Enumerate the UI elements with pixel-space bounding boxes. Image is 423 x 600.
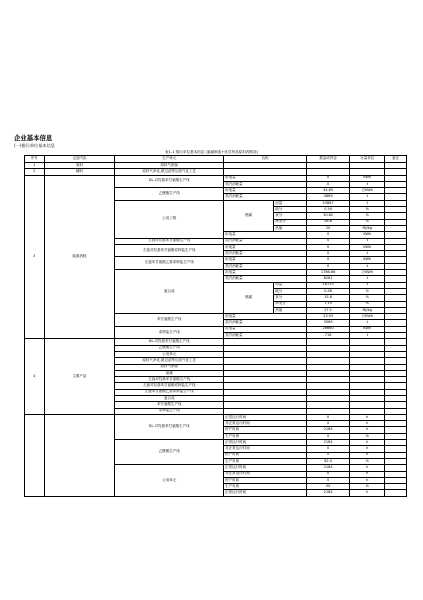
record-content-cell: 主要产品 [44, 339, 115, 415]
production-unit-cell: 左旋对羟基苯甘氨酸邓钾盐生产线 [115, 244, 224, 257]
unit-cell: MJ/kg [350, 307, 385, 313]
value-cell: 2184 [306, 427, 350, 433]
unit-cell: % [350, 433, 385, 439]
value-cell: 1786.66 [306, 270, 350, 276]
name-cell: 生产负荷 [224, 484, 307, 490]
production-unit-cell: 左旋对羟基苯甘氨酸生产线 [115, 377, 224, 383]
production-unit-cell: 邓钾盐生产线 [115, 408, 224, 414]
record-content-cell: 辅料 [44, 169, 115, 175]
production-unit-cell: 原料气净化,微过滤等压改气化工艺 [115, 169, 224, 175]
value-cell: 0 [306, 232, 350, 238]
production-unit-cell: 乙醛酸生产线 [115, 188, 224, 201]
production-unit-cell: 原料气制备 [115, 163, 224, 169]
column-header: 序号 [25, 156, 45, 163]
sub-name-cell: 热值 [274, 307, 307, 313]
unit-cell: h [350, 465, 385, 471]
production-unit-cell: DL-对羟基苯甘氨酸生产线 [115, 414, 224, 439]
value-cell: 0 [306, 238, 350, 244]
value-cell: 0 [306, 471, 350, 477]
name-cell: 用电量 [224, 244, 307, 250]
value-cell: 44.85 [306, 188, 350, 194]
unit-cell: KWh [350, 326, 385, 332]
value-cell: 716 [306, 333, 350, 339]
value-cell: 2184 [306, 490, 350, 496]
sub-name-cell: 用量 [274, 282, 307, 288]
production-unit-cell: 左旋对羟基苯甘氨酸邓钾盐生产线 [115, 383, 224, 389]
value-cell: 0 [306, 244, 350, 250]
value-cell: 0 [306, 433, 350, 439]
sub-name-cell: 挥发分 [274, 301, 307, 307]
unit-cell: 万KWh [350, 188, 385, 194]
remark-cell [385, 490, 407, 496]
value-cell: 62.4 [306, 458, 350, 464]
name-cell: 蒸汽消耗量 [224, 194, 307, 200]
sub-name-cell: 挥发分 [274, 219, 307, 225]
name-cell: 蒸汽消耗量 [224, 181, 307, 187]
unit-cell: t [350, 200, 385, 206]
name-cell: 用电量 [224, 175, 307, 181]
value-cell: 2184 [306, 440, 350, 446]
name-cell: 非正常运行时间 [224, 446, 307, 452]
value-cell: 7.19 [306, 301, 350, 307]
unit-cell: KWh [350, 232, 385, 238]
name-cell: 正常运行时间 [224, 440, 307, 446]
unit-cell: MJ/kg [350, 225, 385, 231]
unit-cell: h [350, 452, 385, 458]
column-header: 生产单元 [115, 156, 224, 163]
sub-name-cell: 灰分 [274, 213, 307, 219]
sub-name-cell: 灰分 [274, 295, 307, 301]
value-cell: 0 [306, 175, 350, 181]
production-unit-cell: 氯合成 [115, 395, 224, 401]
page-title: 企业基本信息 [14, 134, 53, 142]
name-cell: 生产负荷 [224, 458, 307, 464]
unit-cell: h [350, 446, 385, 452]
unit-cell: t [350, 238, 385, 244]
unit-cell: h [350, 427, 385, 433]
unit-cell: h [350, 471, 385, 477]
unit-cell: 万KWh [350, 270, 385, 276]
seq-cell [25, 414, 45, 496]
unit-cell: t [350, 276, 385, 282]
production-unit-cell: 原料气制备 [115, 364, 224, 370]
value-cell: 0.46 [306, 288, 350, 294]
value-cell: 50 [306, 484, 350, 490]
production-unit-cell: DL-对羟基苯甘氨酸生产线 [115, 339, 224, 345]
name-cell: 蒸汽消耗量 [224, 263, 307, 269]
name-cell: 正常运行时间 [224, 414, 307, 420]
name-cell: 用电量 [224, 326, 307, 332]
production-unit-cell: 公用工程 [115, 200, 224, 238]
production-unit-cell: 公用单元 [115, 351, 224, 357]
column-header: 备注 [385, 156, 407, 163]
unit-cell: % [350, 288, 385, 294]
value-cell: 53867 [306, 200, 350, 206]
value-cell: 0 [306, 263, 350, 269]
name-cell: 用电量 [224, 257, 307, 263]
value-cell: 0 [306, 446, 350, 452]
name-cell: 蒸汽消耗量 [224, 276, 307, 282]
unit-cell: % [350, 295, 385, 301]
production-unit-cell: 左旋苯甘氨酸乙基邓钾盐生产线 [115, 257, 224, 270]
sub-name-cell: 用量 [274, 200, 307, 206]
production-unit-cell: DL-对羟基苯甘氨酸生产线 [115, 175, 224, 188]
production-unit-cell: 苯甘氨酸生产线 [115, 402, 224, 408]
production-unit-cell: 邓钾盐生产线 [115, 326, 224, 339]
seq-cell: 4 [25, 339, 45, 415]
value-cell: 20 [306, 225, 350, 231]
value-cell: 26660 [306, 326, 350, 332]
name-cell: 蒸汽消耗量 [224, 238, 307, 244]
unit-cell: t [350, 251, 385, 257]
sub-name-cell: 硫分 [274, 288, 307, 294]
name-cell: 用电量 [224, 232, 307, 238]
value-cell: 0.54 [306, 207, 350, 213]
column-header: 计量单位 [350, 156, 385, 163]
unit-cell: t [350, 181, 385, 187]
name-cell: 停产时间 [224, 477, 307, 483]
production-unit-cell: 乙醛酸生产线 [115, 440, 224, 465]
sub-name-cell: 热值 [274, 225, 307, 231]
name-cell: 非正常运行时间 [224, 471, 307, 477]
unit-cell: KWh [350, 175, 385, 181]
seq-cell: 1 [25, 163, 45, 169]
unit-cell: h [350, 477, 385, 483]
name-cell: 蒸汽消耗量 [224, 251, 307, 257]
value-cell: 0 [306, 414, 350, 420]
production-unit-cell: 氯合成 [115, 270, 224, 314]
value-cell: 0 [306, 421, 350, 427]
record-content-cell: 能源消耗 [44, 175, 115, 339]
value-cell: 2184 [306, 465, 350, 471]
unit-cell: % [350, 213, 385, 219]
info-table [24, 155, 407, 497]
name-cell: 用电量 [224, 188, 307, 194]
name-cell: 用电量 [224, 270, 307, 276]
unit-cell: % [350, 301, 385, 307]
column-header: 记录内容 [44, 156, 115, 163]
unit-cell: t [350, 194, 385, 200]
unit-cell: t [350, 333, 385, 339]
value-cell: 30.62 [306, 213, 350, 219]
record-content-cell: 原料 [44, 163, 115, 169]
production-unit-cell: 左旋对羟基苯甘氨酸生产线 [115, 238, 224, 244]
value-cell: 0 [306, 251, 350, 257]
name-cell: 蒸汽消耗量 [224, 320, 307, 326]
name-cell: 燃煤 [224, 200, 274, 231]
table-caption: 表1-1 排污单位基本信息 (氯碱制造+化学药品原料药制造) [164, 150, 259, 154]
value-cell: 26.6 [306, 219, 350, 225]
value-cell: 0 [306, 181, 350, 187]
seq-cell: 2 [25, 169, 45, 175]
unit-cell: % [350, 219, 385, 225]
production-unit-cell: 公用单元 [115, 465, 224, 496]
name-cell: 正常运行时间 [224, 465, 307, 471]
unit-cell: % [350, 484, 385, 490]
production-unit-cell: 备煤 [115, 370, 224, 376]
unit-cell: t [350, 320, 385, 326]
seq-cell: 3 [25, 175, 45, 339]
unit-cell: h [350, 490, 385, 496]
unit-cell: KWh [350, 244, 385, 250]
production-unit-cell: 左旋苯甘氨酸乙基邓钾盐生产线 [115, 389, 224, 395]
column-header: 名称 [224, 156, 307, 163]
production-unit-cell: 原料气净化,微过滤等压改气化工艺 [115, 358, 224, 364]
name-cell: 蒸汽消耗量 [224, 333, 307, 339]
value-cell: 8261 [306, 276, 350, 282]
name-cell: 停产时间 [224, 452, 307, 458]
value-cell: 4669 [306, 194, 350, 200]
unit-cell: h [350, 421, 385, 427]
unit-cell: KWh [350, 257, 385, 263]
record-content-cell [44, 414, 115, 496]
table-header-row [25, 156, 407, 163]
name-cell: 生产负荷 [224, 433, 307, 439]
unit-cell: 万KWh [350, 314, 385, 320]
value-cell: 15.6 [306, 295, 350, 301]
column-header: 数量或内容 [306, 156, 350, 163]
value-cell: 16723 [306, 282, 350, 288]
name-cell: 停产时间 [224, 427, 307, 433]
value-cell: 0 [306, 452, 350, 458]
unit-cell: % [350, 207, 385, 213]
name-cell: 用电量 [224, 314, 307, 320]
value-cell: 23.93 [306, 314, 350, 320]
unit-cell: h [350, 440, 385, 446]
value-cell: 3569 [306, 320, 350, 326]
name-cell: 正常运行时间 [224, 490, 307, 496]
production-unit-cell: 乙醛酸生产线 [115, 345, 224, 351]
value-cell: 0 [306, 257, 350, 263]
production-unit-cell: 苯甘氨酸生产线 [115, 314, 224, 327]
name-cell: 燃煤 [224, 282, 274, 313]
unit-cell: h [350, 414, 385, 420]
value-cell: 0 [306, 477, 350, 483]
unit-cell: t [350, 282, 385, 288]
value-cell: 27.1 [306, 307, 350, 313]
sub-name-cell: 硫分 [274, 207, 307, 213]
name-cell: 非正常运行时间 [224, 421, 307, 427]
section-subtitle: (一)排污单位基本信息 [14, 143, 55, 148]
unit-cell: t [350, 263, 385, 269]
unit-cell: % [350, 458, 385, 464]
